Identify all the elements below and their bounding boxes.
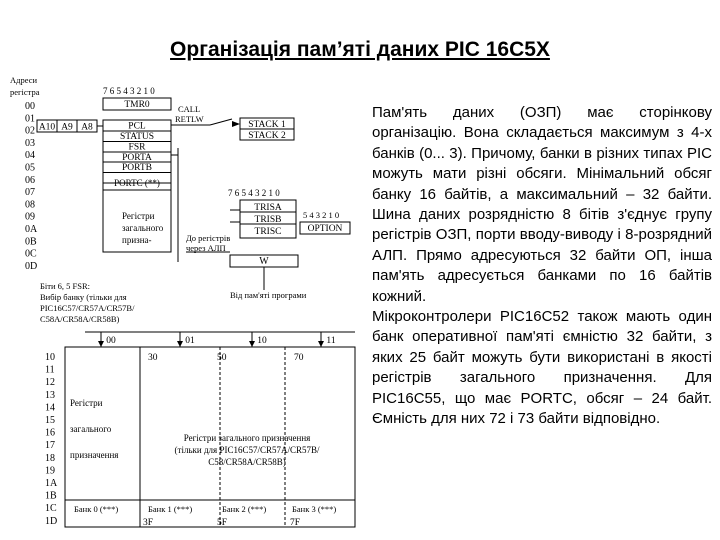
banks-register-label: C58/CR58A/CR58B)	[208, 457, 286, 467]
stack-arrowhead	[232, 121, 240, 127]
register-address-upper: 08	[25, 199, 35, 211]
fsr-note-line: Вибір банку (тільки для	[40, 292, 127, 302]
pc-bit: A8	[81, 122, 93, 133]
via-alu-label: До регістрів	[186, 233, 231, 243]
register-tmr0: TMR0	[124, 100, 150, 110]
option-register-label: OPTION	[307, 224, 343, 234]
register-name: PORTB	[121, 163, 153, 173]
register-name: PORTA	[122, 153, 152, 163]
body-paragraph: Пам'ять даних (ОЗП) має сторінкову організацію. Вона складається максимум з 4-х банків (0... 3). Причому, банки в різних типах PIC можуть мати різні обсяги. Мінімальний обсяг банку 16 байтів, а максимальний – 32 байти. Шина даних розрядністю 8 бітів з'єднує групу регістрів ОЗП, порти вводу-виводу і 8-розрядний АЛП. Прямо адресуються 32 байти ОП, інша пам'ять адресується банками по 16 байтів кожний.	[372, 104, 712, 305]
bank-code: 00	[106, 336, 116, 346]
banks-register-label: (тільки для PIC16C57/CR57A/CR57B/	[174, 445, 320, 455]
bank-start-address: 30	[148, 353, 158, 363]
register-address-lower: 14	[45, 402, 55, 414]
tris-register: TRISC	[254, 227, 282, 237]
bank0-register-label: Регістри	[70, 398, 103, 408]
banks-register-label: Регістри загального призначення	[183, 433, 311, 443]
bank-select-arrow	[318, 341, 324, 347]
register-address-upper: 0A	[25, 224, 38, 235]
lower-address-column	[45, 352, 58, 527]
register-address-lower: 1D	[45, 515, 58, 527]
bit-numbers-tris: 7 6 5 4 3 2 1 0	[228, 188, 280, 198]
register-address-upper: 01	[25, 113, 35, 125]
fsr-note-line: C58A/CR58A/CR58B)	[40, 314, 120, 324]
general-register-label: Регістри	[122, 211, 155, 221]
bank-select-arrow	[177, 341, 183, 347]
stack-connector	[210, 119, 232, 125]
register-address-upper: 05	[25, 162, 35, 174]
register-address-lower: 17	[45, 440, 55, 452]
fsr-note-line: Біти 6, 5 FSR:	[40, 281, 90, 291]
via-alu-label: через АЛП	[186, 243, 226, 253]
register-address-lower: 19	[45, 465, 55, 477]
bank-code: 10	[257, 336, 267, 346]
general-register-label: загального	[122, 223, 164, 233]
register-name: PCL	[128, 121, 146, 132]
bank-end-address: 3F	[143, 518, 154, 528]
register-address-lower: 1B	[45, 490, 57, 502]
upper-address-column	[25, 101, 38, 272]
register-address-upper: 04	[25, 150, 35, 162]
bank-end-address: 5F	[217, 518, 228, 528]
bank-label: Банк 1 (***)	[148, 504, 193, 514]
register-address-upper: 02	[25, 125, 35, 137]
register-address-lower: 11	[45, 364, 55, 376]
register-name: FSR	[128, 142, 146, 153]
bank-label: Банк 0 (***)	[74, 504, 119, 514]
bank0-register-label: загального	[70, 424, 112, 434]
tris-register: TRISB	[254, 215, 282, 225]
stack-1: STACK 1	[248, 120, 286, 130]
register-address-lower: 1C	[45, 503, 57, 515]
bank-label: Банк 3 (***)	[292, 504, 337, 514]
body-paragraph: Мікроконтролери PIC16C52 також мають один банк оперативної пам'яті ємністю 32 байти, з яких 25 байт можуть бути використані в якості регістрів загального призначення. Для PIC16C55, що має PORTC, обсяг – 24 байт. Ємність для них 72 і 73 байти відповідно.	[372, 308, 712, 428]
register-address-upper: 06	[25, 174, 35, 186]
bank-start-address: 50	[217, 353, 227, 363]
from-program-memory-label: Від пам'яті програми	[230, 290, 307, 300]
register-address-upper: 0D	[25, 260, 38, 272]
retlw-label: RETLW	[175, 114, 204, 124]
bank0-register-label: призначення	[70, 450, 119, 460]
bit-numbers-top: 7 6 5 4 3 2 1 0	[103, 86, 155, 96]
bank-code: 11	[326, 336, 336, 346]
general-register-label: призна-	[122, 235, 152, 245]
register-address-lower: 1A	[45, 478, 58, 489]
register-address-lower: 16	[45, 427, 55, 439]
register-address-upper: 09	[25, 211, 35, 223]
address-heading: Адреси	[10, 75, 38, 85]
register-address-upper: 0C	[25, 248, 37, 260]
bank-end-address: 7F	[290, 518, 301, 528]
bank-code: 01	[185, 336, 195, 346]
register-address-lower: 12	[45, 377, 55, 389]
pc-bit: A9	[61, 122, 73, 133]
w-register-label: W	[259, 256, 269, 267]
bank-label: Банк 2 (***)	[222, 504, 267, 514]
body-text	[372, 103, 712, 430]
address-heading: регістра	[10, 87, 40, 97]
bank-start-address: 70	[294, 353, 304, 363]
register-address-lower: 10	[45, 352, 55, 363]
register-address-lower: 13	[45, 389, 55, 401]
pc-bit: A10	[38, 122, 56, 133]
register-address-upper: 07	[25, 187, 35, 199]
page-title: Організація пам’яті даних PIC 16C5X	[170, 38, 550, 61]
fsr-note-line: PIC16C57/CR57A/CR57B/	[40, 303, 135, 313]
bank-select-arrow	[249, 341, 255, 347]
register-name: STATUS	[119, 132, 155, 142]
call-label: CALL	[178, 104, 201, 114]
register-portc: PORTC (**)	[114, 178, 160, 188]
bank-select-arrow	[98, 341, 104, 347]
register-address-upper: 03	[25, 137, 35, 149]
register-address-lower: 18	[45, 452, 55, 464]
bit-numbers-option: 5 4 3 2 1 0	[303, 210, 340, 220]
register-address-upper: 00	[25, 101, 35, 112]
stack-2: STACK 2	[248, 131, 286, 141]
register-address-lower: 15	[45, 415, 55, 426]
tris-register: TRISA	[254, 203, 282, 213]
register-address-upper: 0B	[25, 236, 37, 248]
